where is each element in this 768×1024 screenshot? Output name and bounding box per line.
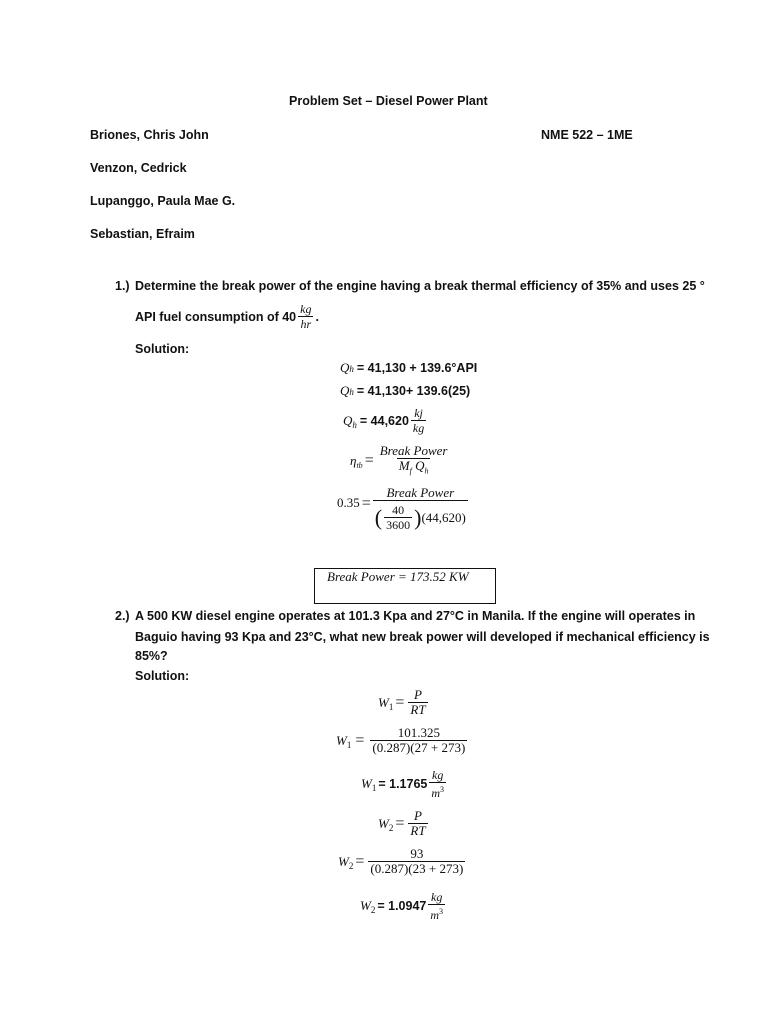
unit-kg: kg xyxy=(431,890,443,904)
unit-hr: hr xyxy=(300,317,312,331)
equation-qh-result xyxy=(343,406,428,435)
h-subscript: h xyxy=(349,387,354,397)
equation-qh-formula xyxy=(340,360,477,376)
unit-m: m xyxy=(430,908,440,922)
w2-value: = 1.0947 xyxy=(377,899,427,913)
break-power-numerator: Break Power xyxy=(386,485,455,500)
fuel-heat-denominator: ( $\frac{40}{3600}$ ) (44,620) xyxy=(373,500,468,532)
fuel-rate-fraction xyxy=(384,503,412,532)
problem2-text-line3: 85%? xyxy=(135,649,168,663)
density-unit xyxy=(429,768,446,800)
heating-value-unit xyxy=(411,406,426,435)
equation-efficiency: η $_{tb}$ = $\frac{\text{Break Power}}{M_f Q_h}$ xyxy=(350,444,451,479)
w2-fraction xyxy=(368,847,465,876)
tb-subscript: tb xyxy=(356,460,363,470)
unit-kg: kg xyxy=(432,768,444,782)
problem1-number: 1.) xyxy=(115,279,130,293)
problem1-solution-label: Solution: xyxy=(135,342,190,356)
break-power-numerator: Break Power xyxy=(379,443,448,458)
break-power-answer: Break Power = 173.52 KW xyxy=(327,569,469,584)
w1-numerator: 101.325 xyxy=(397,725,440,740)
break-power-fraction xyxy=(373,486,468,532)
unit-m3 xyxy=(428,904,445,922)
course-code: NME 522 – 1ME xyxy=(541,128,633,142)
p-over-rt xyxy=(408,809,427,838)
h-subscript: h xyxy=(349,364,354,374)
equation-w2-result xyxy=(360,890,447,922)
equation-w2-formula: W $_2$ = $\frac{P}{RT}$ xyxy=(378,808,426,838)
q-symbol: Q xyxy=(343,412,353,428)
problem2-text-line2: Baguio having 93 Kpa and 23°C, what new break power will developed if mechanical efficiency is xyxy=(135,630,710,644)
subscript-1: 1 xyxy=(371,783,377,793)
problem2-number: 2.) xyxy=(115,609,130,623)
problem2-solution-label: Solution: xyxy=(135,669,190,683)
subscript-2: 2 xyxy=(388,822,394,833)
subscript-1: 1 xyxy=(388,701,394,712)
author-4: Sebastian, Efraim xyxy=(90,227,195,241)
unit-m3 xyxy=(429,782,446,800)
author-1: Briones, Chris John xyxy=(90,128,209,142)
w-symbol: W xyxy=(361,776,372,791)
fuel-rate-denominator: 3600 xyxy=(386,518,411,532)
subscript-1: 1 xyxy=(346,739,352,750)
w-symbol: W xyxy=(336,732,347,748)
h-subscript: h xyxy=(352,419,357,430)
mf-qh-denominator xyxy=(397,458,431,479)
equation-w1-substituted: W $_1$ = $\frac{101.325}{(0.287)(27 + 273)}$ xyxy=(336,725,466,755)
rt-symbol: RT xyxy=(410,702,426,717)
rt-symbol: RT xyxy=(410,823,426,838)
problem1-text-line2 xyxy=(135,302,319,331)
document-title: Problem Set – Diesel Power Plant xyxy=(289,94,488,108)
w-symbol: W xyxy=(378,694,389,710)
density-unit xyxy=(428,890,445,922)
efficiency-fraction xyxy=(378,444,450,479)
problem1-text-suffix: . xyxy=(315,309,319,324)
unit-kg: kg xyxy=(300,302,312,316)
unit-exponent: 3 xyxy=(439,907,444,916)
equation-break-power: 0.35 = Break Power ( $\frac{40}{3600}$ ) (44,620) xyxy=(337,485,466,532)
author-3: Lupanggo, Paula Mae G. xyxy=(90,194,236,208)
unit-exponent: 3 xyxy=(440,785,445,794)
q-symbol: Q xyxy=(340,383,350,398)
q-symbol: Q xyxy=(415,458,425,473)
h-subscript: h xyxy=(424,466,429,476)
equation-w1-result xyxy=(361,768,448,800)
w2-denominator: (0.287)(23 + 273) xyxy=(370,861,464,876)
f-subscript: f xyxy=(409,466,412,476)
unit-kj: kj xyxy=(414,406,423,420)
p-symbol: P xyxy=(413,808,422,823)
fuel-rate-unit xyxy=(298,302,313,331)
p-over-rt xyxy=(408,688,427,717)
w1-fraction xyxy=(370,726,467,755)
p-symbol: P xyxy=(413,687,422,702)
problem2-text-line1: A 500 KW diesel engine operates at 101.3 Kpa and 27°C in Manila. If the engine will operates in xyxy=(135,609,696,623)
heating-value-factor: (44,620) xyxy=(421,509,466,525)
efficiency-value: 0.35 xyxy=(337,495,360,510)
w-symbol: W xyxy=(360,898,371,913)
equation-w1-formula: W $_1$ = $\frac{P}{RT}$ xyxy=(378,687,426,717)
equation-w2-substituted: W $_2$ = $\frac{93}{(0.287)(23 + 273)}$ xyxy=(338,846,464,876)
m-symbol: M xyxy=(398,458,410,473)
subscript-2: 2 xyxy=(348,860,354,871)
problem1-text-line1: Determine the break power of the engine having a break thermal efficiency of 35% and uses 25 ° xyxy=(135,279,705,293)
eq2-rhs: = 41,130+ 139.6(25) xyxy=(356,384,471,398)
w-symbol: W xyxy=(378,815,389,831)
subscript-2: 2 xyxy=(370,905,376,915)
w1-denominator: (0.287)(27 + 273) xyxy=(372,740,466,755)
problem1-text-prefix: API fuel consumption of 40 xyxy=(135,309,297,324)
author-2: Venzon, Cedrick xyxy=(90,161,187,175)
eq1-rhs: = 41,130 + 139.6°API xyxy=(356,361,478,375)
eta-symbol: η xyxy=(350,453,357,469)
w2-numerator: 93 xyxy=(410,846,424,861)
q-symbol: Q xyxy=(340,360,350,375)
eq3-rhs: = 44,620 xyxy=(359,413,409,428)
fuel-rate-numerator: 40 xyxy=(392,503,405,517)
unit-kg: kg xyxy=(412,421,425,435)
w-symbol: W xyxy=(338,853,349,869)
w1-value: = 1.1765 xyxy=(378,777,428,791)
unit-m: m xyxy=(431,786,441,800)
equation-qh-substituted xyxy=(340,383,470,399)
